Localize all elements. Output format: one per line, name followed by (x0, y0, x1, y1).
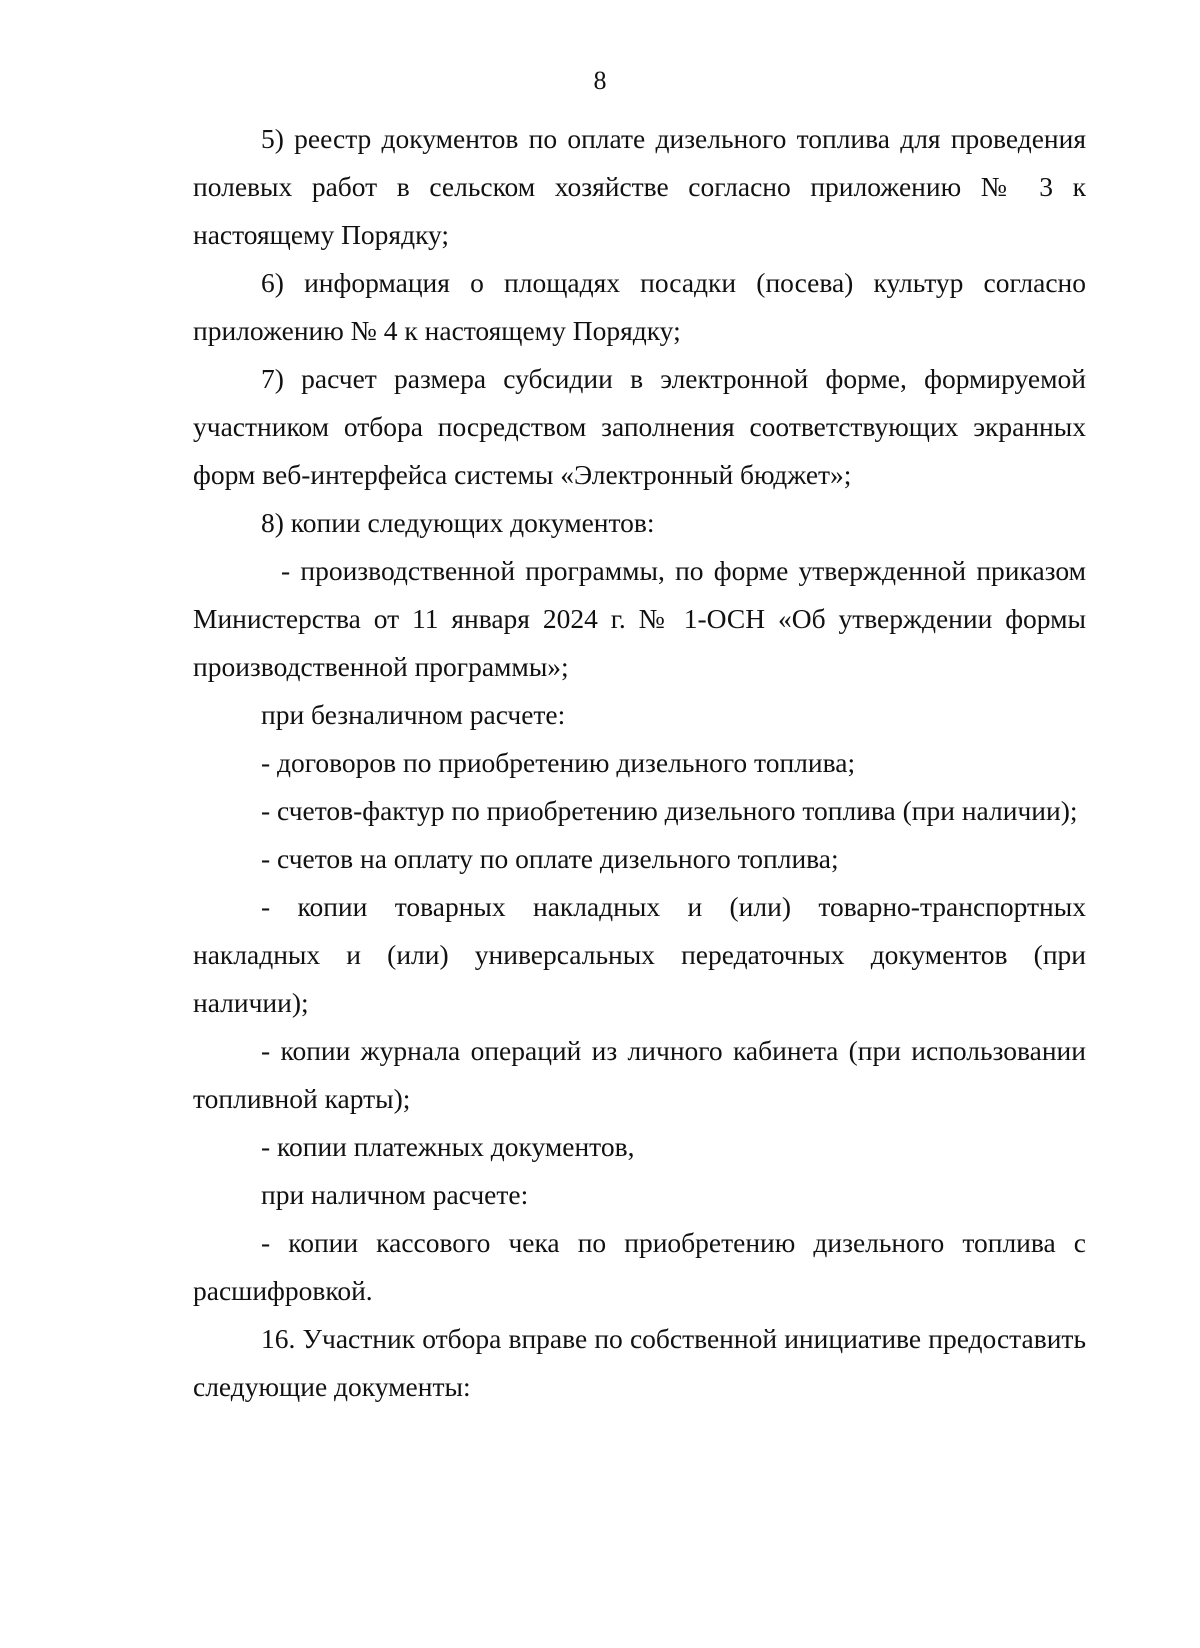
item-5-registry-paragraph: 5) реестр документов по оплате дизельного топлива для проведения полевых работ в сельском хозяйстве согласно приложению № 3 к настоящему Порядку; (193, 123, 1086, 250)
invoices-paragraph: - счетов-фактур по приобретению дизельного топлива (при наличии); (261, 795, 1078, 826)
cash-receipt-paragraph: - копии кассового чека по приобретению дизельного топлива с расшифровкой. (193, 1227, 1086, 1306)
item-6-planting-area-paragraph: 6) информация о площадях посадки (посева) культур согласно приложению № 4 к настоящему Порядку; (193, 267, 1086, 346)
cash-payment-heading: при наличном расчете: (261, 1179, 529, 1210)
item-8-document-copies-paragraph: 8) копии следующих документов: (261, 507, 655, 538)
payment-documents-paragraph: - копии платежных документов, (261, 1131, 635, 1162)
payment-bills-paragraph: - счетов на оплату по оплате дизельного топлива; (261, 843, 839, 874)
cashless-payment-heading: при безналичном расчете: (261, 699, 566, 730)
waybills-paragraph: - копии товарных накладных и (или) товарно-транспортных накладных и (или) универсальных передаточных документов (при наличии); (193, 891, 1086, 1018)
operations-journal-paragraph: - копии журнала операций из личного кабинета (при использовании топливной карты); (193, 1035, 1086, 1114)
document-body (193, 115, 1086, 1411)
item-16-optional-documents-paragraph: 16. Участник отбора вправе по собственной инициативе предоставить следующие документы: (193, 1323, 1086, 1402)
fuel-contracts-paragraph: - договоров по приобретению дизельного топлива; (261, 747, 856, 778)
page-number: 8 (593, 66, 607, 95)
item-7-subsidy-calculation-paragraph: 7) расчет размера субсидии в электронной форме, формируемой участником отбора посредством заполнения соответствующих экранных форм веб-интерфейса системы «Электронный бюджет»; (193, 363, 1086, 490)
production-program-paragraph: - производственной программы, по форме утвержденной приказом Министерства от 11 января 2024 г. № 1-ОСН «Об утверждении формы производственной программы»; (193, 555, 1086, 682)
